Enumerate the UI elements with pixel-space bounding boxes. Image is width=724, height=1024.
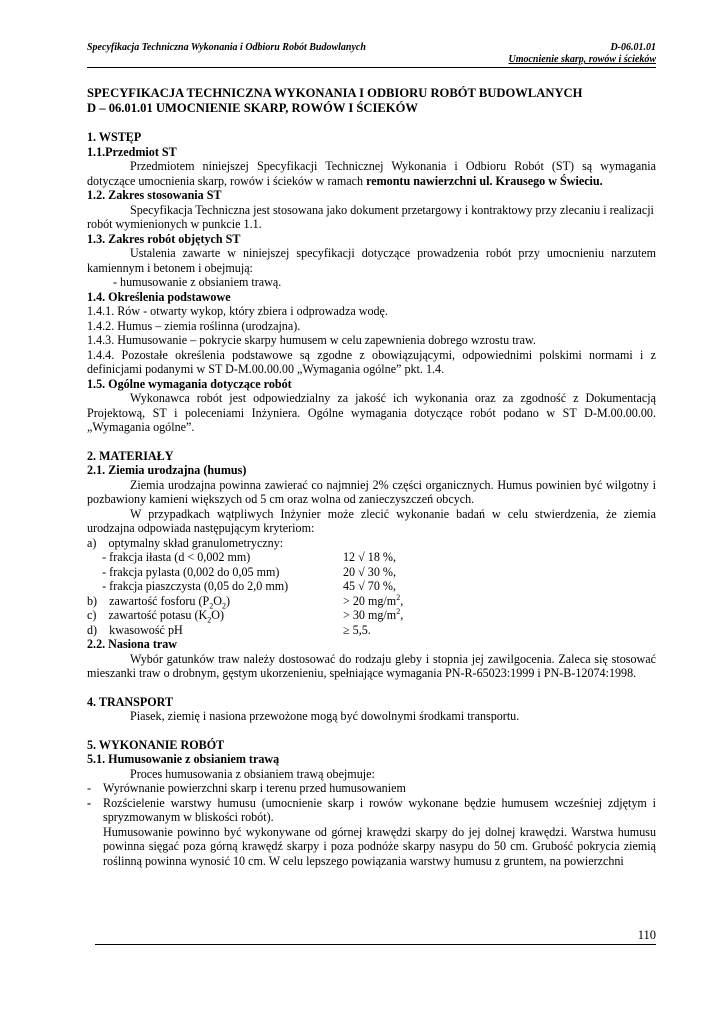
criterion-value <box>343 608 403 623</box>
section-1-5-heading: 1.5. Ogólne wymagania dotyczące robót <box>87 376 292 391</box>
superscript: 2 <box>396 606 401 616</box>
criterion-row-potassium <box>87 608 656 623</box>
criterion-value: 45 √ 70 %, <box>343 579 396 593</box>
definition-1-4-1: 1.4.1. Rów - otwarty wykop, który zbiera i odprowadza wodę. <box>87 304 388 318</box>
section-1-3-text: Ustalenia zawarte w niniejszej specyfikacji dotyczące prowadzenia robót przy umocnieniu narzutem kamiennym i betonem i obejmują: <box>87 246 656 275</box>
label-part: O) <box>211 608 224 622</box>
section-1-1-heading: 1.1.Przedmiot ST <box>87 144 177 159</box>
section-4-heading: 4. TRANSPORT <box>87 694 174 709</box>
label-part: b) zawartość fosforu (P <box>87 593 210 608</box>
list-item-text: Wyrównanie powierzchni skarp i terenu przed humusowaniem <box>103 781 406 795</box>
header-code: D-06.01.01 <box>610 42 656 53</box>
criterion-row-phosphorus <box>87 594 656 609</box>
criterion-row <box>87 565 656 580</box>
section-2-1-heading: 2.1. Ziemia urodzajna (humus) <box>87 463 247 477</box>
value-part: > 30 mg/m <box>343 608 397 622</box>
section-2-2-heading: 2.2. Nasiona traw <box>87 637 178 651</box>
label-part: ) <box>225 593 231 608</box>
section-5-1-text: Humusowanie powinno być wykonywane od górnej krawędzi skarpy do jej dolnej krawędzi. Warstwa humusu powinna sięgać poza górną krawędź skarpy i poza podnóże skarpy nasypu do 50 cm. Grubość pokrycia ziemią roślinną powinna wynosić 10 cm. W celu lepszego powiązania warstwy humusu z gruntem, na powierzchni <box>103 824 656 868</box>
section-1-3-heading: 1.3. Zakres robót objętych ST <box>87 231 241 246</box>
definition-1-4-2: 1.4.2. Humus – ziemia roślinna (urodzajna). <box>87 318 301 333</box>
criterion-label: d) kwasowość pH <box>87 622 183 637</box>
section-5-heading: 5. WYKONANIE ROBÓT <box>87 737 225 752</box>
definition-1-4-4: 1.4.4. Pozostałe określenia podstawowe są zgodne z obowiązującymi, odpowiednimi polskimi normami i z definicjami podanymi w ST D-M.00.00.00 „Wymagania ogólne” pkt. 1.4. <box>87 347 656 376</box>
section-5-1-heading: 5.1. Humusowanie z obsianiem trawą <box>87 752 280 766</box>
subscript: 2 <box>209 600 214 610</box>
label-part: O <box>213 593 222 608</box>
criterion-row <box>87 536 656 551</box>
criterion-label: a) optymalny skład granulometryczny: <box>87 535 284 550</box>
section-2-heading: 2. MATERIAŁY <box>87 448 174 463</box>
criterion-label <box>87 594 230 609</box>
criterion-label: - frakcja piaszczysta (0,05 do 2,0 mm) <box>87 579 289 593</box>
list-item-text: Rozścielenie warstwy humusu (umocnienie skarp i rowów wykonane będzie humusem wcześniej zdjętym i spryzmowanym w bliskości robót). <box>103 795 656 824</box>
header-left: Specyfikacja Techniczna Wykonania i Odbioru Robót Budowlanych <box>87 42 366 53</box>
section-2-2-text: Wybór gatunków traw należy dostosować do rodzaju gleby i stopnia jej zawilgocenia. Zaleca się stosować mieszanki traw o drobnym, gęstym ukorzenieniu, spełniające wymagania PN-R-65023:1999 i PN-B-12074:1998. <box>87 651 656 680</box>
value-part: , <box>400 593 404 608</box>
doc-title-line1: SPECYFIKACJA TECHNICZNA WYKONANIA I ODBIORU ROBÓT BUDOWLANYCH <box>87 86 583 100</box>
header-rule <box>87 67 656 68</box>
criterion-value: ≥ 5,5. <box>343 622 371 637</box>
section-1-4-heading: 1.4. Określenia podstawowe <box>87 289 231 304</box>
list-item <box>87 796 656 825</box>
definition-1-4-3: 1.4.3. Humusowanie – pokrycie skarpy humusem w celu zapewnienia dobrego wzrostu traw. <box>87 333 536 347</box>
section-1-1-text <box>87 159 656 188</box>
section-1-5-text: Wykonawca robót jest odpowiedzialny za jakość ich wykonania oraz za zgodność z Dokumentacją Projektową, ST i poleceniami Inżyniera. Ogólne wymagania dotyczące robót podano w ST D-M.00.00.00. „Wymagania ogólne”. <box>87 391 656 434</box>
header-subtitle: Umocnienie skarp, rowów i ścieków <box>508 54 656 65</box>
section-4-text: Piasek, ziemię i nasiona przewożone mogą być dowolnymi środkami transportu. <box>130 709 520 723</box>
bullet-dash: - <box>87 781 92 795</box>
document-body <box>87 86 656 868</box>
section-1-2-heading: 1.2. Zakres stosowania ST <box>87 188 222 202</box>
criterion-row <box>87 550 656 565</box>
list-item <box>87 781 656 796</box>
criterion-label: - frakcja iłasta (d < 0,002 mm) <box>87 550 251 564</box>
criterion-value: 20 √ 30 %, <box>343 564 396 579</box>
subscript: 2 <box>221 600 226 610</box>
section-1-1-text-b: remontu nawierzchni ul. Krausego w Świeciu. <box>366 173 603 188</box>
criterion-label: - frakcja pylasta (0,002 do 0,05 mm) <box>87 564 280 579</box>
section-5-1-intro: Proces humusowania z obsianiem trawą obejmuje: <box>130 766 375 781</box>
section-2-1-text-a: Ziemia urodzajna powinna zawierać co najmniej 2% części organicznych. Humus powinien być wilgotny i pozbawiony kamieni większych od 5 cm oraz wolna od zanieczyszczeń obcych. <box>87 477 656 506</box>
footer-rule <box>95 944 656 945</box>
subscript: 2 <box>207 615 212 625</box>
section-1-2-text: Specyfikacja Techniczna jest stosowana jako dokument przetargowy i kontraktowy przy zlecaniu i realizacji robót wymienionych w punkcie 1.1. <box>87 202 654 231</box>
label-part: c) zawartość potasu (K <box>87 608 208 622</box>
section-1-heading: 1. WSTĘP <box>87 130 142 144</box>
value-part: > 20 mg/m <box>343 593 397 608</box>
superscript: 2 <box>396 592 401 602</box>
page-number: 110 <box>637 928 656 942</box>
criterion-value <box>343 594 403 609</box>
criterion-value: 12 √ 18 %, <box>343 550 396 564</box>
criterion-row <box>87 579 656 594</box>
section-1-1-text-a: Przedmiotem niniejszej Specyfikacji Technicznej Wykonania i Odbioru Robót (ST) są wymagania dotyczące umocnienia skarp, rowów i ścieków w ramach <box>87 159 656 188</box>
criterion-label <box>87 608 224 623</box>
doc-title-line2: D – 06.01.01 UMOCNIENIE SKARP, ROWÓW I ŚCIEKÓW <box>87 101 418 115</box>
section-2-1-text-b: W przypadkach wątpliwych Inżynier może zlecić wykonanie badań w celu stwierdzenia, że ziemia urodzajna odpowiada następującym kryteriom: <box>87 506 656 535</box>
criterion-row-ph <box>87 623 656 638</box>
value-part: , <box>400 608 404 622</box>
section-1-3-item: - humusowanie z obsianiem trawą. <box>113 275 282 289</box>
bullet-dash: - <box>87 795 92 810</box>
